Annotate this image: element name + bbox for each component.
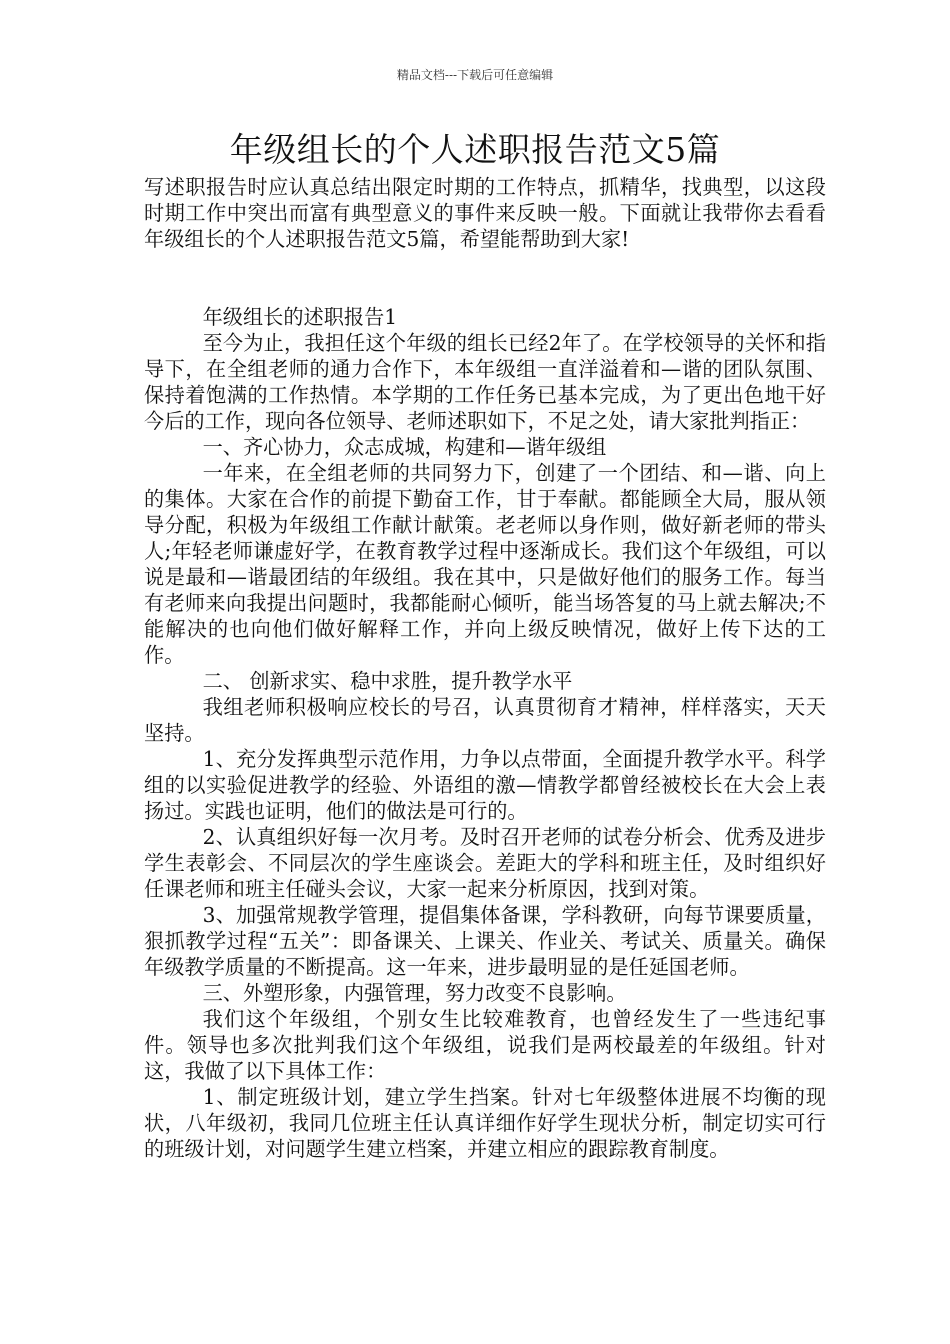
section-heading-2: 二、 创新求实、稳中求胜，提升教学水平 bbox=[202, 669, 573, 693]
section-heading-1: 一、齐心协力，众志成城，构建和—谐年级组 bbox=[202, 435, 607, 459]
paragraph-spacer bbox=[144, 252, 826, 304]
document-body bbox=[144, 174, 826, 1162]
body-paragraph: 至今为止，我担任这个年级的组长已经2年了。在学校领导的关怀和指导下，在全组老师的通力合作下，本年级组一直洋溢着和—谐的团队氛围、保持着饱满的工作热情。本学期的工作任务已基本完成，为了更出色地干好今后的工作，现向各位领导、老师述职如下，不足之处，请大家批判指正： bbox=[144, 331, 826, 433]
document-title: 年级组长的个人述职报告范文5篇 bbox=[229, 130, 721, 169]
section-heading-3: 三、外塑形象，内强管理，努力改变不良影响。 bbox=[202, 981, 627, 1005]
list-item: 1、充分发挥典型示范作用，力争以点带面，全面提升教学水平。科学组的以实验促进教学的经验、外语组的激—情教学都曾经被校长在大会上表扬过。实践也证明，他们的做法是可行的。 bbox=[144, 747, 826, 823]
report-heading: 年级组长的述职报告1 bbox=[202, 305, 398, 329]
list-item: 3、加强常规教学管理，提倡集体备课，学科教研，向每节课要质量，狠抓教学过程“五关”：即备课关、上课关、作业关、考试关、质量关。确保年级教学质量的不断提高。这一年来，进步最明显的是任延国老师。 bbox=[144, 903, 826, 979]
body-paragraph: 我们这个年级组，个别女生比较难教育，也曾经发生了一些违纪事件。领导也多次批判我们这个年级组，说我们是两校最差的年级组。针对这，我做了以下具体工作： bbox=[144, 1007, 826, 1083]
header-note: 精品文档---下载后可任意编辑 bbox=[396, 68, 554, 82]
body-paragraph: 一年来，在全组老师的共同努力下，创建了一个团结、和—谐、向上的集体。大家在合作的前提下勤奋工作，甘于奉献。都能顾全大局，服从领导分配，积极为年级组工作献计献策。老老师以身作则，做好新老师的带头人;年轻老师谦虚好学，在教育教学过程中逐渐成长。我们这个年级组，可以说是最和—谐最团结的年级组。我在其中，只是做好他们的服务工作。每当有老师来向我提出问题时，我都能耐心倾听，能当场答复的马上就去解决;不能解决的也向他们做好解释工作，并向上级反映情况，做好上传下达的工作。 bbox=[144, 461, 826, 667]
intro-paragraph: 写述职报告时应认真总结出限定时期的工作特点，抓精华，找典型，以这段时期工作中突出而富有典型意义的事件来反映一般。下面就让我带你去看看年级组长的个人述职报告范文5篇，希望能帮助到大家! bbox=[144, 175, 826, 251]
list-item: 1、制定班级计划，建立学生挡案。针对七年级整体进展不均衡的现状，八年级初，我同几位班主任认真详细作好学生现状分析，制定切实可行的班级计划，对问题学生建立档案，并建立相应的跟踪教育制度。 bbox=[144, 1085, 826, 1161]
body-paragraph: 我组老师积极响应校长的号召，认真贯彻育才精神，样样落实，天天坚持。 bbox=[144, 695, 826, 745]
list-item: 2、认真组织好每一次月考。及时召开老师的试卷分析会、优秀及进步学生表彰会、不同层次的学生座谈会。差距大的学科和班主任，及时组织好任课老师和班主任碰头会议，大家一起来分析原因，找到对策。 bbox=[144, 825, 826, 901]
